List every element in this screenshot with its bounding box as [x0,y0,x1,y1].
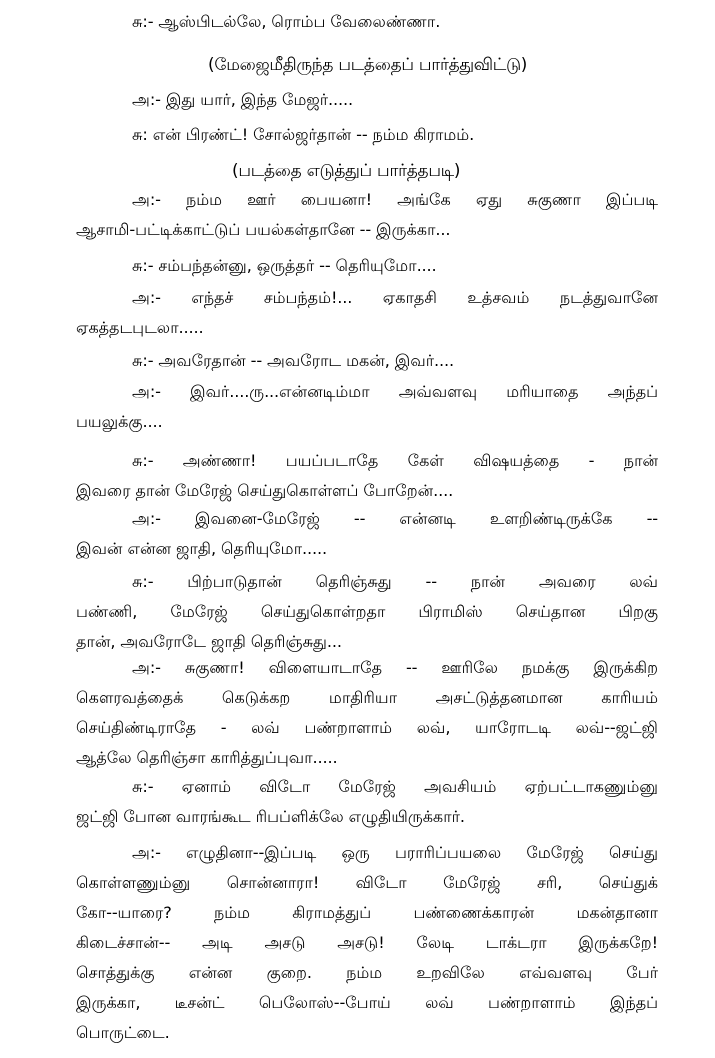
dialogue-line: அ:- எழுதினா--இப்படி ஒரு பராரிப்பயலை மேரேஜ் செய்து [132,843,658,862]
dialogue-line: இவரை தான் மேரேஜ் செய்துகொள்ளப் போறேன்.... [76,481,454,500]
dialogue-block [76,377,658,437]
dialogue-block [76,567,658,657]
dialogue-line: கிடைச்சான்-- அடி அசடு அசடு! லேடி டாக்டரா இருக்கறே! [76,933,658,952]
dialogue-line: கௌரவத்தைக் கெடுக்கற மாதிரியா அசட்டுத்தனமான காரியம் [76,688,658,707]
dialogue-block [76,653,658,773]
dialogue-line: பண்ணி, மேரேஜ் செய்துகொள்றதா பிராமிஸ் செய்தான பிறகு [76,602,658,621]
dialogue-line: அ:- எந்தச் சம்பந்தம்!... ஏகாதசி உத்சவம் நடத்துவானே [132,288,658,307]
stage-direction: (மேஜைமீதிருந்த படத்தைப் பார்த்துவிட்டு) [208,54,528,74]
dialogue-block [76,838,658,1048]
dialogue-line: அ:- இவர்....ரு...என்னடிம்மா அவ்வளவு மரியாதை அந்தப் [132,382,658,401]
dialogue-line: இருக்கா, டீசன்ட் பெலோஸ்--போய் லவ் பண்றாளாம் இந்தப் [76,993,658,1012]
dialogue-line: ஆசாமி-பட்டிக்காட்டுப் பயல்கள்தானே -- இருக்கா... [76,220,451,239]
dialogue-line: இவன் என்ன ஜாதி, தெரியுமோ..... [76,539,327,558]
dialogue-line: கோ--யாரை? நம்ம கிராமத்துப் பண்ணைக்காரன் மகன்தானா [76,903,658,922]
dialogue-line: அ:- நம்ம ஊர் பையனா! அங்கே ஏது சுகுணா இப்படி [132,190,658,209]
dialogue-block [76,283,658,343]
dialogue-line: தான், அவரோடே ஜாதி தெரிஞ்சுது... [76,632,342,651]
dialogue-line: கொள்ளணும்னு சொன்னாரா! விடோ மேரேஜ் சரி, செய்துக் [76,873,658,892]
dialogue-line: சு:- ஆஸ்பிடல்லே, ரொம்ப வேலைண்ணா. [132,12,441,31]
dialogue-line: அ:- சுகுணா! விளையாடாதே -- ஊரிலே நமக்கு இருக்கிற [132,658,658,677]
dialogue-line: அ:- இது யார், இந்த மேஜர்..... [132,90,354,109]
dialogue-block [76,185,658,245]
dialogue-line: ஆத்லே தெரிஞ்சா காரித்துப்புவா..... [76,748,338,767]
dialogue-line: ஜட்ஜி போன வாரங்கூட ரிபப்ளிக்லே எழுதியிருக்கார். [76,807,465,826]
dialogue-block [76,446,658,506]
dialogue-line: ஏகத்தடபுடலா..... [76,318,204,337]
dialogue-line: சு:- ஏனாம் விடோ மேரேஜ் அவசியம் ஏற்பட்டாகணும்னு [132,777,658,796]
dialogue-line: சு: என் பிரண்ட்! சோல்ஜர்தான் -- நம்ம கிராமம். [132,125,475,144]
dialogue-line: சு:- அவரேதான் -- அவரோட மகன், இவர்.... [132,351,454,370]
dialogue-line: பொருட்டை. [76,1023,170,1042]
dialogue-line: சு:- அண்ணா! பயப்படாதே கேள் விஷயத்தை - நான் [132,451,658,470]
dialogue-line: சொத்துக்கு என்ன குறை. நம்ம உறவிலே எவ்வளவு பேர் [76,963,658,982]
dialogue-line: அ:- இவனை-மேரேஜ் -- என்னடி உளறிண்டிருக்கே -- [132,509,658,528]
dialogue-block [76,504,658,564]
dialogue-line: சு:- பிற்பாடுதான் தெரிஞ்சுது -- நான் அவரை லவ் [132,572,658,591]
stage-direction: (படத்தை எடுத்துப் பார்த்தபடி) [232,160,461,180]
dialogue-line: பயலுக்கு.... [76,412,163,431]
dialogue-block [76,772,658,832]
dialogue-line: செய்திண்டிராதே - லவ் பண்றாளாம் லவ், யாரோடடி லவ்--ஜட்ஜி [76,718,658,737]
dialogue-line: சு:- சம்பந்தன்னு, ஒருத்தர் -- தெரியுமோ.... [132,256,437,275]
